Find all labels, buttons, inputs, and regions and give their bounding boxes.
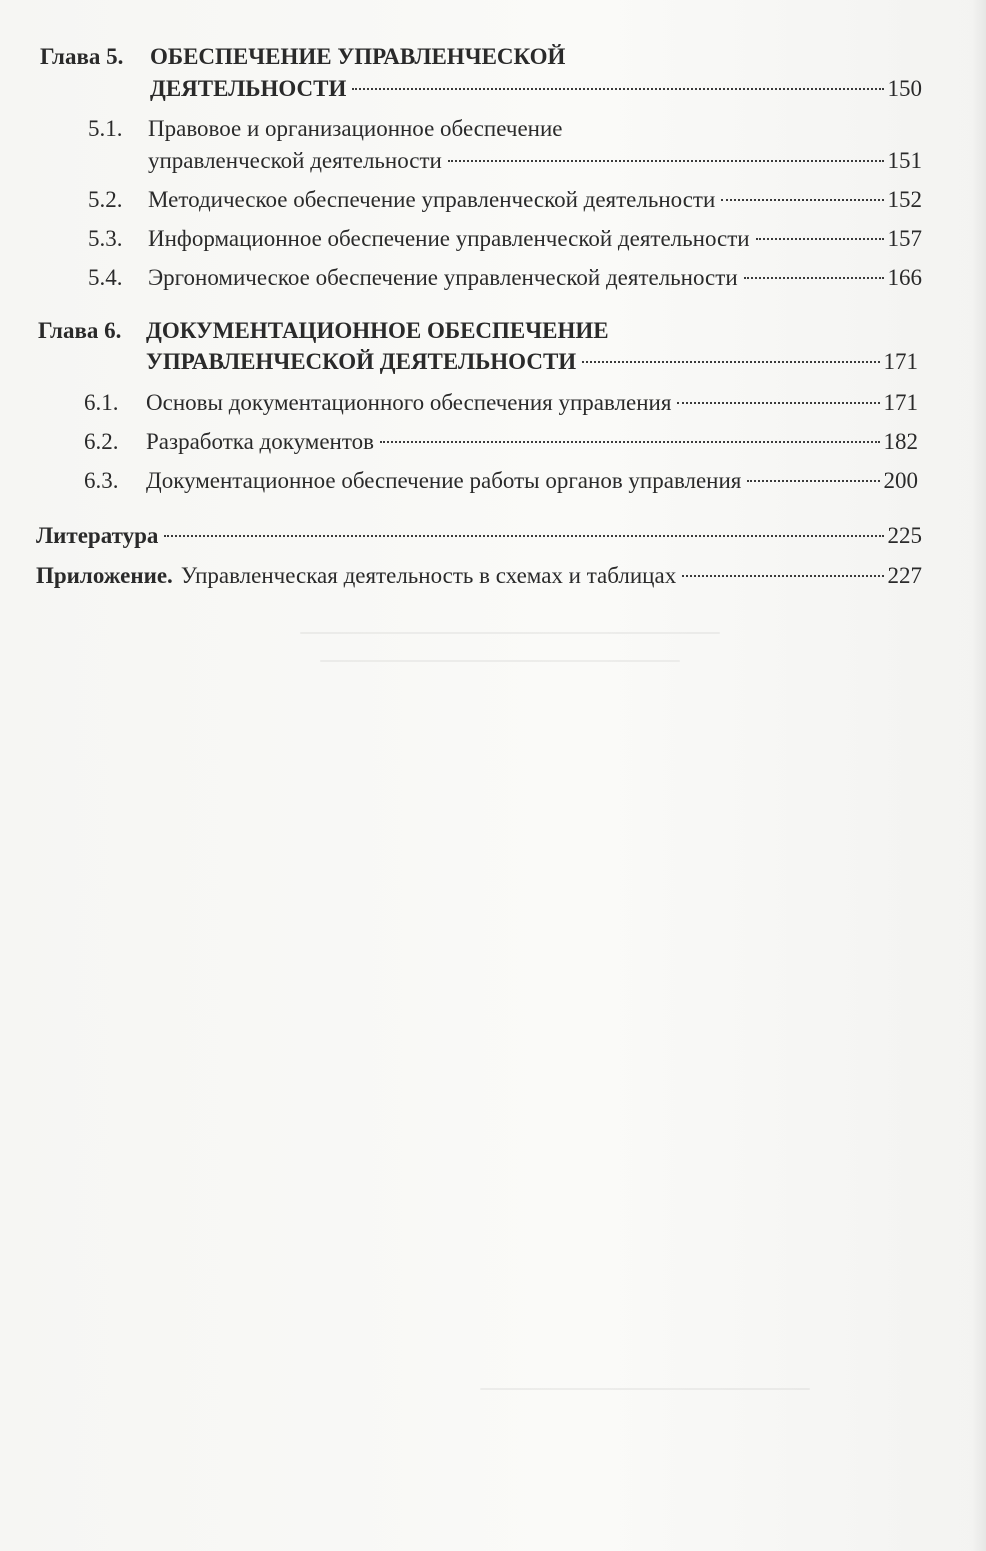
section-5-3 bbox=[0, 224, 986, 264]
section-title: Разработка документов bbox=[146, 429, 374, 454]
chapter-label: Глава 6. bbox=[38, 318, 122, 343]
page-number: 152 bbox=[887, 187, 922, 212]
page-number: 171 bbox=[883, 349, 918, 374]
section-title: управленческой деятельности bbox=[148, 148, 442, 173]
section-number: 5.2. bbox=[88, 187, 123, 212]
page-number: 150 bbox=[887, 76, 922, 101]
dot-leader bbox=[582, 361, 879, 363]
page-number: 225 bbox=[887, 523, 922, 548]
show-through-mark bbox=[300, 632, 720, 634]
section-5-4 bbox=[0, 263, 986, 303]
dot-leader bbox=[448, 160, 884, 162]
appendix-title: Управленческая деятельность в схемах и таблицах bbox=[180, 563, 677, 588]
show-through-mark bbox=[320, 660, 680, 662]
chapter-title: ОБЕСПЕЧЕНИЕ УПРАВЛЕНЧЕСКОЙ bbox=[150, 44, 566, 69]
page-number: 151 bbox=[887, 148, 922, 173]
page-number: 157 bbox=[887, 226, 922, 251]
literature-title: Литература bbox=[36, 523, 159, 548]
section-title: Методическое обеспечение управленческой деятельности bbox=[148, 187, 716, 212]
toc-entry[interactable] bbox=[148, 146, 922, 176]
dot-leader bbox=[677, 402, 879, 404]
page-number: 200 bbox=[883, 468, 918, 493]
dot-leader bbox=[747, 480, 879, 482]
section-number: 5.3. bbox=[88, 226, 123, 251]
show-through-mark bbox=[480, 1388, 810, 1390]
section-6-1 bbox=[0, 388, 986, 428]
section-number: 5.1. bbox=[88, 116, 123, 141]
toc-entry[interactable] bbox=[148, 263, 922, 293]
toc-entry[interactable] bbox=[36, 561, 922, 591]
dot-leader bbox=[744, 277, 884, 279]
toc-entry[interactable] bbox=[146, 466, 918, 496]
dot-leader bbox=[756, 238, 884, 240]
toc-entry[interactable] bbox=[36, 521, 922, 551]
page-number: 166 bbox=[887, 265, 922, 290]
page-number: 171 bbox=[883, 390, 918, 415]
dot-leader bbox=[352, 88, 883, 90]
toc-entry[interactable] bbox=[146, 427, 918, 457]
chapter-5-heading-cont bbox=[0, 74, 986, 114]
literature-row bbox=[0, 521, 986, 561]
chapter-title: ДЕЯТЕЛЬНОСТИ bbox=[150, 76, 347, 101]
dot-leader bbox=[721, 199, 883, 201]
chapter-title: УПРАВЛЕНЧЕСКОЙ ДЕЯТЕЛЬНОСТИ bbox=[146, 349, 577, 374]
dot-leader bbox=[164, 535, 883, 537]
section-5-1-cont bbox=[0, 146, 986, 186]
toc-entry[interactable] bbox=[148, 224, 922, 254]
page-number: 182 bbox=[883, 429, 918, 454]
toc-entry[interactable] bbox=[146, 388, 918, 418]
appendix-label: Приложение. bbox=[36, 563, 173, 588]
section-6-2 bbox=[0, 427, 986, 467]
toc-entry[interactable] bbox=[146, 347, 918, 377]
chapter-6-heading-cont bbox=[0, 347, 986, 387]
section-number: 6.2. bbox=[84, 429, 119, 454]
appendix-row bbox=[0, 561, 986, 601]
page-number: 227 bbox=[887, 563, 922, 588]
section-title: Правовое и организационное обеспечение bbox=[148, 116, 563, 141]
section-number: 5.4. bbox=[88, 265, 123, 290]
section-title: Эргономическое обеспечение управленческой деятельности bbox=[148, 265, 738, 290]
section-6-3 bbox=[0, 466, 986, 506]
dot-leader bbox=[380, 441, 880, 443]
section-title: Документационное обеспечение работы органов управления bbox=[146, 468, 742, 493]
section-title: Информационное обеспечение управленческой деятельности bbox=[148, 226, 750, 251]
section-number: 6.3. bbox=[84, 468, 119, 493]
section-5-2 bbox=[0, 185, 986, 225]
dot-leader bbox=[682, 575, 883, 577]
section-title: Основы документационного обеспечения управления bbox=[146, 390, 672, 415]
chapter-title: ДОКУМЕНТАЦИОННОЕ ОБЕСПЕЧЕНИЕ bbox=[146, 318, 609, 343]
section-number: 6.1. bbox=[84, 390, 119, 415]
toc-entry[interactable] bbox=[148, 185, 922, 215]
chapter-label: Глава 5. bbox=[40, 44, 124, 69]
toc-entry[interactable] bbox=[150, 74, 922, 104]
